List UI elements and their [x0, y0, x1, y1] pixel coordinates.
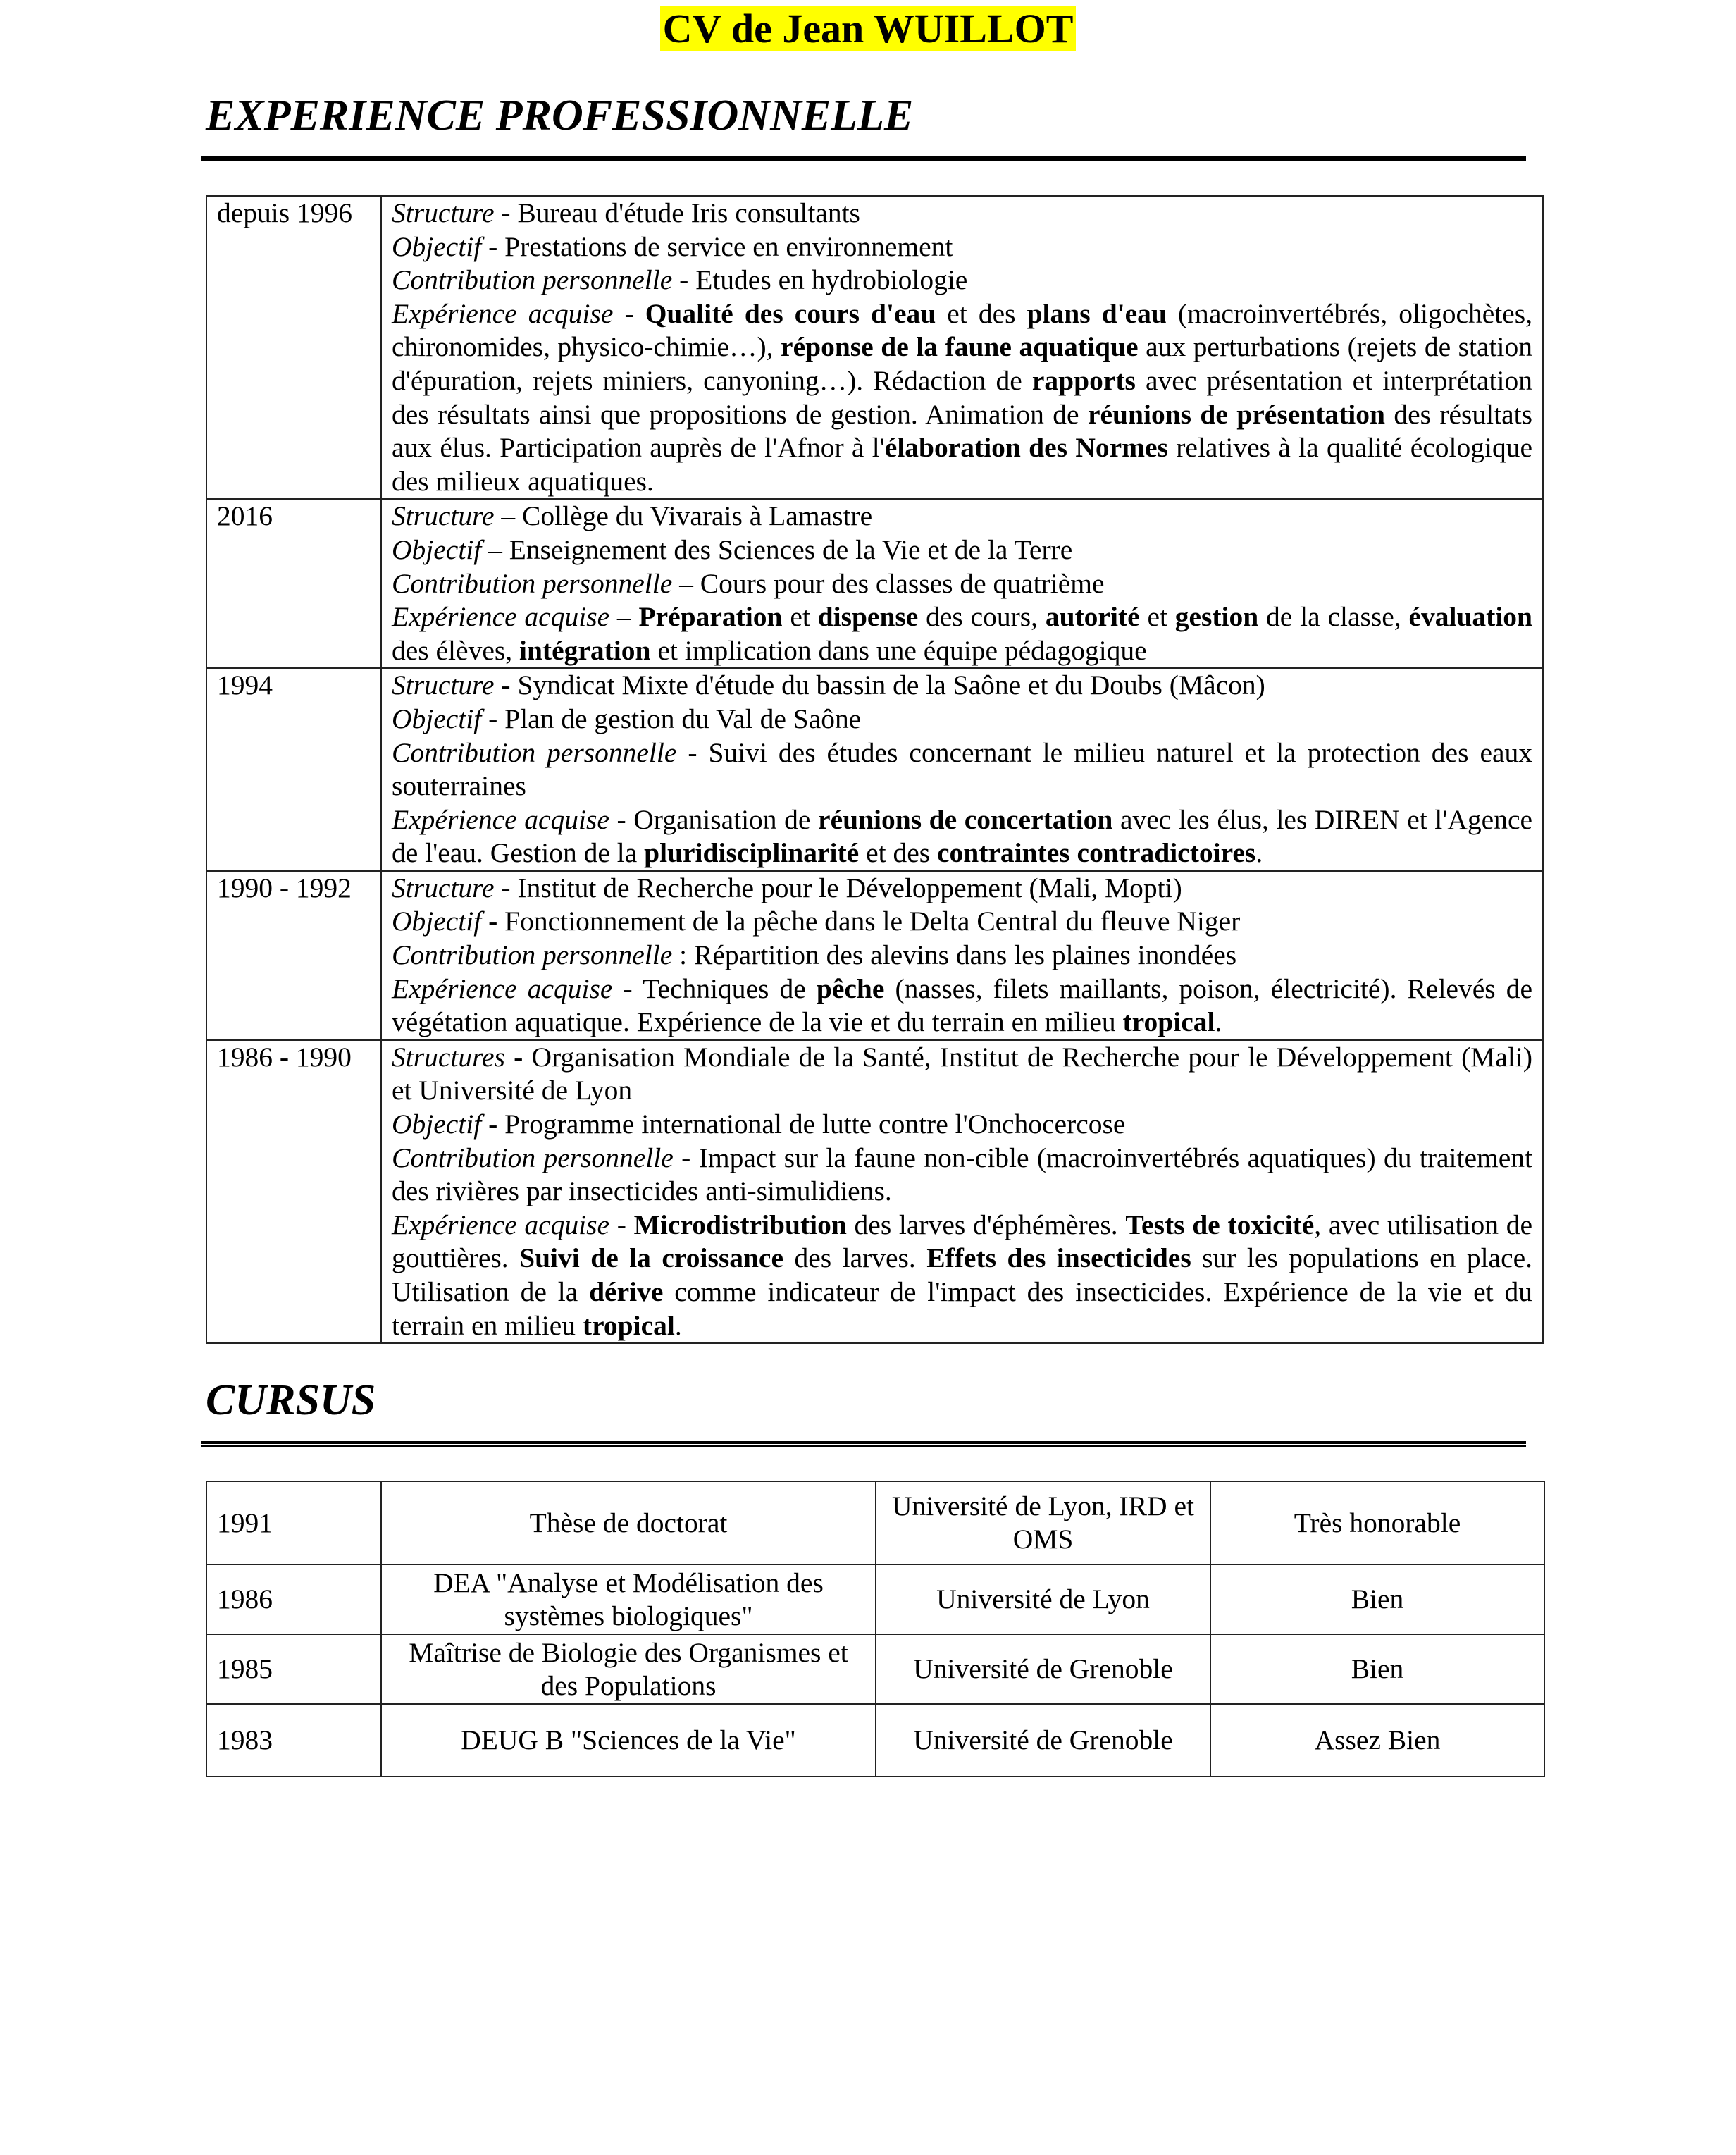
structure-line [392, 669, 1532, 703]
experience-highlight: Suivi de la croissance [519, 1242, 784, 1274]
experience-highlight: pêche [816, 972, 885, 1004]
experience-highlight: Qualité des cours d'eau [645, 297, 936, 329]
title-text: CV de Jean WUILLOT [660, 6, 1077, 51]
experience-highlight: réunions de présentation [1087, 398, 1385, 430]
experience-text: des cours, [918, 601, 1046, 633]
experience-acquise-separator: - [613, 297, 645, 329]
experience-highlight: dérive [589, 1276, 664, 1307]
experience-row [206, 871, 1543, 1040]
experience-acquise-label: Expérience acquise [392, 1209, 610, 1240]
experience-year: 1990 - 1992 [206, 871, 381, 1040]
experience-text: sur les populations en place. Utilisation de la [392, 1242, 1533, 1307]
experience-highlight: Effets des insecticides [926, 1242, 1191, 1274]
experience-acquise-line [392, 297, 1532, 499]
experience-description [381, 871, 1543, 1040]
experience-highlight: Microdistribution [633, 1209, 847, 1240]
experience-acquise-line [392, 1209, 1532, 1342]
cursus-table [206, 1481, 1545, 1777]
experience-text: des larves. [783, 1242, 927, 1274]
contribution-label: Contribution personnelle [392, 939, 673, 971]
cursus-institution: Université de Lyon, IRD et OMS [876, 1481, 1210, 1564]
contribution-separator: – [672, 567, 700, 599]
cursus-institution: Université de Grenoble [876, 1634, 1210, 1704]
experience-text: Techniques de [643, 972, 817, 1004]
cursus-mention: Assez Bien [1210, 1704, 1544, 1777]
experience-acquise-separator: - [609, 803, 634, 835]
cursus-year: 1985 [206, 1634, 381, 1704]
cursus-mention: Bien [1210, 1634, 1544, 1704]
structure-label: Structure [392, 669, 495, 701]
experience-heading: EXPERIENCE PROFESSIONNELLE [206, 92, 914, 140]
objectif-label: Objectif [392, 703, 482, 734]
structure-label: Structures [392, 1041, 505, 1073]
experience-rule [202, 156, 1526, 161]
experience-year: 2016 [206, 499, 381, 668]
structure-line [392, 500, 1532, 533]
experience-description [381, 668, 1543, 871]
cursus-row [206, 1564, 1544, 1634]
objectif-label: Objectif [392, 230, 482, 262]
contribution-label: Contribution personnelle [392, 1142, 674, 1173]
cursus-year: 1986 [206, 1564, 381, 1634]
experience-text: et implication dans une équipe pédagogique [650, 634, 1147, 666]
experience-text: des élèves, [392, 634, 519, 666]
objectif-label: Objectif [392, 533, 482, 565]
structure-value: Syndicat Mixte d'étude du bassin de la Saône et du Doubs (Mâcon) [517, 669, 1265, 701]
cursus-year: 1991 [206, 1481, 381, 1564]
cursus-mention: Bien [1210, 1564, 1544, 1634]
objectif-value: Programme international de lutte contre l'Onchocercose [504, 1109, 1126, 1140]
structure-separator: - [504, 1041, 532, 1073]
cursus-diploma: DEUG B "Sciences de la Vie" [381, 1704, 876, 1777]
experience-highlight: Préparation [638, 601, 783, 633]
experience-text: , avec utilisation de gouttières. [392, 1209, 1532, 1274]
objectif-line [392, 230, 1532, 264]
experience-text: des larves d'éphémères. [846, 1209, 1126, 1240]
contribution-line [392, 567, 1532, 601]
cursus-year: 1983 [206, 1704, 381, 1777]
structure-value: Organisation Mondiale de la Santé, Institut de Recherche pour le Développement (Mali) et Université de Lyon [392, 1041, 1532, 1106]
experience-acquise-separator: - [609, 1209, 634, 1240]
objectif-label: Objectif [392, 906, 482, 937]
objectif-line [392, 905, 1532, 939]
experience-row [206, 499, 1543, 668]
objectif-separator: – [481, 533, 509, 565]
experience-acquise-line [392, 803, 1532, 870]
experience-highlight: intégration [519, 634, 651, 666]
contribution-value: Impact sur la faune non-cible (macroinvertébrés aquatiques) du traitement des rivières par insecticides anti-simulidiens. [392, 1142, 1532, 1207]
experience-text: et [782, 601, 818, 633]
cursus-rule [202, 1441, 1526, 1447]
experience-highlight: élaboration des Normes [884, 432, 1168, 464]
objectif-line [392, 703, 1532, 736]
objectif-separator: - [481, 1109, 505, 1140]
experience-row [206, 1040, 1543, 1343]
experience-description [381, 499, 1543, 668]
contribution-separator: - [672, 264, 696, 296]
experience-highlight: pluridisciplinarité [644, 837, 860, 869]
cursus-heading: CURSUS [206, 1376, 376, 1424]
objectif-value: Enseignement des Sciences de la Vie et de la Terre [509, 533, 1073, 565]
experience-acquise-label: Expérience acquise [392, 601, 610, 633]
experience-highlight: dispense [817, 601, 919, 633]
experience-acquise-label: Expérience acquise [392, 803, 609, 835]
objectif-separator: - [481, 230, 505, 262]
experience-highlight: Tests de toxicité [1125, 1209, 1315, 1240]
experience-highlight: réponse de la faune aquatique [781, 331, 1139, 363]
cursus-diploma: Maîtrise de Biologie des Organismes et des Populations [381, 1634, 876, 1704]
experience-acquise-line [392, 600, 1532, 667]
experience-text: Organisation de [633, 803, 819, 835]
experience-highlight: tropical [582, 1309, 675, 1341]
experience-description [381, 1040, 1543, 1343]
cursus-institution: Université de Grenoble [876, 1704, 1210, 1777]
objectif-line [392, 533, 1532, 567]
objectif-label: Objectif [392, 1109, 482, 1140]
contribution-line [392, 1142, 1532, 1209]
cursus-row [206, 1481, 1544, 1564]
objectif-separator: - [481, 703, 505, 734]
objectif-value: Fonctionnement de la pêche dans le Delta Central du fleuve Niger [504, 906, 1241, 937]
experience-row [206, 668, 1543, 871]
structure-value: Bureau d'étude Iris consultants [517, 197, 860, 228]
contribution-separator: : [672, 939, 695, 971]
objectif-value: Prestations de service en environnement [504, 230, 953, 262]
experience-highlight: réunions de concertation [818, 803, 1113, 835]
objectif-value: Plan de gestion du Val de Saône [504, 703, 862, 734]
experience-highlight: gestion [1174, 601, 1259, 633]
experience-text: (macroinvertébrés, oligochètes, chironomides, physico-chimie…), [392, 297, 1533, 363]
structure-separator: - [494, 872, 518, 903]
experience-acquise-separator: - [612, 972, 643, 1004]
structure-separator: - [494, 197, 518, 228]
objectif-line [392, 1108, 1532, 1142]
experience-text: . [1215, 1006, 1222, 1038]
experience-year: depuis 1996 [206, 196, 381, 499]
experience-highlight: tropical [1122, 1006, 1215, 1038]
structure-label: Structure [392, 197, 495, 228]
experience-text: et des [936, 297, 1027, 329]
experience-text: relatives à la qualité écologique des milieux aquatiques. [392, 432, 1533, 497]
contribution-line [392, 264, 1532, 297]
experience-text: avec les élus, les DIREN et l'Agence de l'eau. Gestion de la [392, 803, 1533, 869]
structure-line [392, 1041, 1532, 1108]
experience-text: comme indicateur de l'impact des insecticides. Expérience de la vie et du terrain en milieu [392, 1276, 1532, 1341]
contribution-value: Etudes en hydrobiologie [695, 264, 968, 296]
experience-acquise-label: Expérience acquise [392, 297, 614, 329]
structure-line [392, 872, 1532, 906]
experience-text: (nasses, filets maillants, poison, électricité). Relevés de végétation aquatique. Expérience de la vie et du terrain en milieu [392, 972, 1532, 1038]
cursus-row [206, 1634, 1544, 1704]
experience-text: . [674, 1309, 682, 1341]
contribution-separator: - [673, 1142, 699, 1173]
objectif-separator: - [481, 906, 505, 937]
contribution-label: Contribution personnelle [392, 567, 673, 599]
structure-label: Structure [392, 872, 495, 903]
experience-acquise-label: Expérience acquise [392, 972, 613, 1004]
experience-text: des résultats aux élus. Participation auprès de l'Afnor à l' [392, 398, 1532, 464]
experience-acquise-line [392, 972, 1532, 1039]
experience-text: et des [859, 837, 937, 869]
contribution-value: Suivi des études concernant le milieu naturel et la protection des eaux souterraines [392, 736, 1533, 802]
experience-row [206, 196, 1543, 499]
structure-label: Structure [392, 500, 495, 532]
experience-highlight: plans d'eau [1027, 297, 1167, 329]
structure-separator: - [494, 669, 518, 701]
experience-table [206, 195, 1544, 1344]
structure-value: Institut de Recherche pour le Développement (Mali, Mopti) [517, 872, 1182, 903]
experience-year: 1986 - 1990 [206, 1040, 381, 1343]
structure-line [392, 197, 1532, 230]
structure-value: Collège du Vivarais à Lamastre [522, 500, 873, 532]
experience-text: de la classe, [1258, 601, 1409, 633]
contribution-value: Répartition des alevins dans les plaines inondées [694, 939, 1237, 971]
experience-description [381, 196, 1543, 499]
contribution-label: Contribution personnelle [392, 264, 673, 296]
experience-text: aux perturbations (rejets de station d'épuration, rejets miniers, canyoning…). Rédaction de [392, 331, 1532, 396]
contribution-value: Cours pour des classes de quatrième [700, 567, 1105, 599]
cursus-row [206, 1704, 1544, 1777]
contribution-line [392, 736, 1532, 803]
experience-text: . [1256, 837, 1263, 869]
experience-acquise-separator: – [609, 601, 639, 633]
contribution-separator: - [676, 736, 709, 768]
structure-separator: – [494, 500, 523, 532]
experience-highlight: contraintes contradictoires [936, 837, 1256, 869]
experience-text: avec présentation et interprétation des résultats ainsi que propositions de gestion. Animation de [392, 364, 1532, 430]
contribution-label: Contribution personnelle [392, 736, 677, 768]
experience-highlight: évaluation [1408, 601, 1533, 633]
experience-text: et [1139, 601, 1175, 633]
cursus-diploma: Thèse de doctorat [381, 1481, 876, 1564]
cursus-mention: Très honorable [1210, 1481, 1544, 1564]
cursus-institution: Université de Lyon [876, 1564, 1210, 1634]
cursus-diploma: DEA "Analyse et Modélisation des systèmes biologiques" [381, 1564, 876, 1634]
contribution-line [392, 939, 1532, 972]
experience-highlight: autorité [1045, 601, 1140, 633]
experience-year: 1994 [206, 668, 381, 871]
experience-highlight: rapports [1031, 364, 1136, 396]
page-title [0, 4, 1736, 54]
